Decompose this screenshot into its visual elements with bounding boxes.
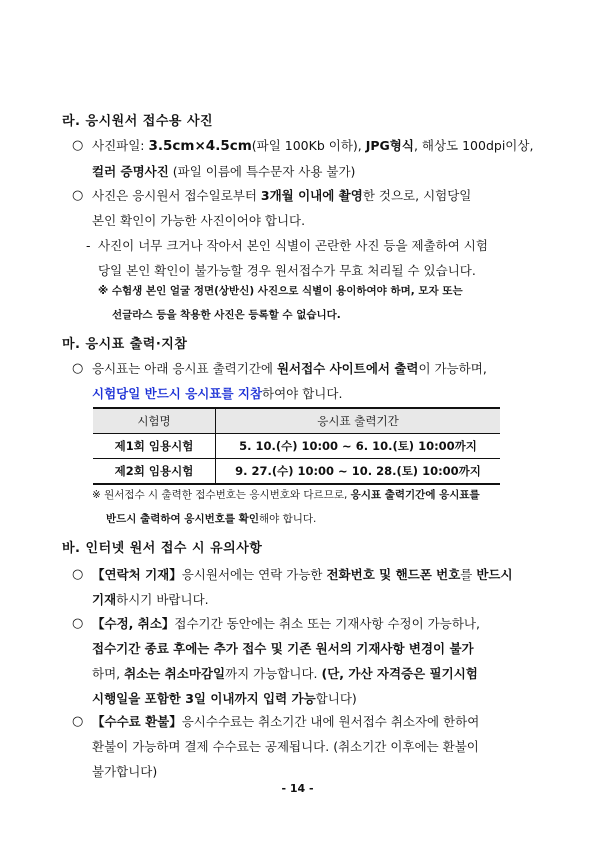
contact-item: ○ 【연락처 기재】응시원서에는 연락 가능한 전화번호 및 핸드폰 번호를 반드시 기재하시기 바랍니다. (72, 562, 540, 612)
table-header-row (93, 408, 500, 434)
edit-cancel-item: ○ 【수정, 취소】접수기간 동안에는 취소 또는 기재사항 수정이 가능하나, 접수기간 종료 후에는 추가 접수 및 기존 원서의 기재사항 변경이 불가 하며, 취소는 취소마감일까지 가능합니다. (단, 가산 자격증은 필기시험 시행일을 포함한 3일 이내까지 입력 가능합니다) (72, 611, 540, 711)
table-cell: 5. 10.(수) 10:00 ~ 6. 10.(토) 10:00까지 (216, 434, 501, 459)
bullet-icon: ○ (72, 361, 84, 376)
admission-note: ※ 원서접수 시 출력한 접수번호는 응시번호와 다르므로, 응시표 출력기간에 응시표를 반드시 출력하여 응시번호를 확인해야 합니다. (92, 489, 480, 525)
photo-warning-item: - 사진이 너무 크거나 작아서 본인 식별이 곤란한 사진 등을 제출하여 시험 당일 본인 확인이 불가능할 경우 원서접수가 무효 처리될 수 있습니다. (86, 238, 488, 278)
bullet-icon: ○ (72, 567, 84, 582)
section-heading-precautions: 바. 인터넷 원서 접수 시 유의사항 (62, 541, 263, 556)
bullet-icon: ○ (72, 188, 84, 203)
table-cell: 제2회 임용시험 (93, 459, 216, 485)
bullet-icon: ○ (72, 616, 84, 631)
photo-spec-item: ○ 사진파일: 3.5cm×4.5cm(파일 100Kb 이하), JPG형식, 해상도 100dpi이상, 컬러 증명사진 (파일 이름에 특수문자 사용 불가) (72, 133, 540, 184)
bullet-icon: ○ (72, 138, 84, 153)
table-cell: 9. 27.(수) 10:00 ~ 10. 28.(토) 10:00까지 (216, 459, 501, 485)
table-header-cell: 시험명 (93, 408, 216, 434)
table-row (93, 434, 500, 459)
table-cell: 제1회 임용시험 (93, 434, 216, 459)
photo-note: ※ 수험생 본인 얼굴 정면(상반신) 사진으로 식별이 용이하여야 하며, 모자 또는 선글라스 등을 착용한 사진은 등록할 수 없습니다. (98, 285, 463, 321)
page-number: - 14 - (281, 782, 314, 795)
admission-ticket-item: ○ 응시표는 아래 응시표 출력기간에 원서접수 사이트에서 출력이 가능하며, 시험당일 반드시 응시표를 지참하여야 합니다. (72, 356, 540, 406)
print-period-table (93, 407, 500, 485)
table-header-cell: 응시표 출력기간 (216, 408, 501, 434)
refund-item: ○ 【수수료 환불】응시수수료는 취소기간 내에 원서접수 취소자에 한하여 환불이 가능하며 결제 수수료는 공제됩니다. (취소기간 이후에는 환불이 불가합니다) (72, 709, 540, 784)
section-heading-photo: 라. 응시원서 접수용 사진 (62, 114, 214, 129)
table-row (93, 459, 500, 485)
photo-date-item: ○ 사진은 응시원서 접수일로부터 3개월 이내에 촬영한 것으로, 시험당일 본인 확인이 가능한 사진이어야 합니다. (72, 183, 540, 233)
bullet-icon: ○ (72, 714, 84, 729)
section-heading-admission-ticket: 마. 응시표 출력·지참 (62, 337, 188, 352)
